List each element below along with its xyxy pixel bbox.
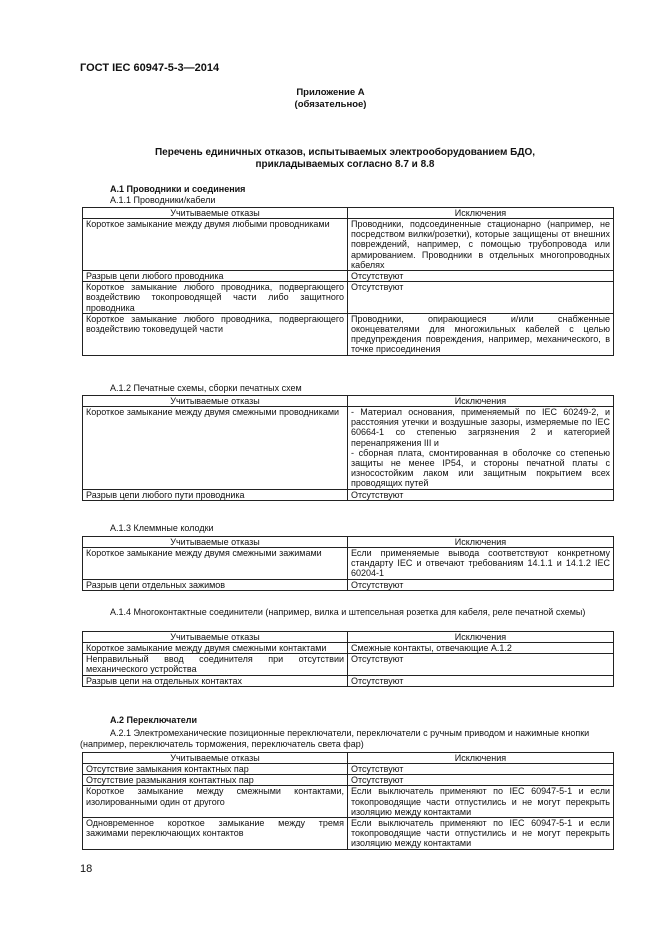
column-header-exclusions: Исключения [348,537,614,548]
table-row [83,489,614,500]
exclusion-cell: Отсутствуют [348,775,614,786]
exclusion-cell: Отсутствуют [348,579,614,590]
appendix-heading [0,87,661,111]
table-row [83,818,614,850]
fault-cell: Короткое замыкание между двумя любыми проводниками [83,219,348,271]
fault-cell: Неправильный ввод соединителя при отсутствии механического устройства [83,654,348,675]
exclusion-cell: Отсутствуют [348,654,614,675]
table-row [83,548,614,580]
document-title-line-1: Перечень единичных отказов, испытываемых электрооборудованием БДО, [154,147,535,158]
column-header-faults: Учитываемые отказы [83,753,348,764]
exclusion-cell: Отсутствуют [348,271,614,282]
appendix-status: (обязательное) [294,99,367,110]
fault-cell: Короткое замыкание между двумя смежными зажимами [83,548,348,580]
section-a2-title: А.2 Переключатели [110,715,198,725]
table-row [83,786,614,818]
table-row [83,654,614,675]
table-a1-3 [82,536,614,591]
table-row [83,282,614,314]
table-row [83,579,614,590]
column-header-faults: Учитываемые отказы [83,632,348,643]
exclusion-cell: Проводники, опирающиеся и/или снабженные оконцевателями для многожильных кабелей с целью предупреждения повреждения, например, механического, в точке присоединения [348,313,614,355]
table-header-row [83,753,614,764]
column-header-faults: Учитываемые отказы [83,537,348,548]
page-number: 18 [80,863,93,875]
fault-cell: Разрыв цепи на отдельных контактах [83,675,348,686]
table-header-row [83,537,614,548]
exclusion-cell: Отсутствуют [348,489,614,500]
fault-cell: Разрыв цепи отдельных зажимов [83,579,348,590]
table-row [83,675,614,686]
table-row [83,643,614,654]
table-row [83,764,614,775]
table-a1-4 [82,631,614,687]
fault-cell: Отсутствие размыкания контактных пар [83,775,348,786]
document-title [110,147,580,171]
fault-cell: Короткое замыкание любого проводника, подвергающего воздействию токоведущей части [83,313,348,355]
fault-cell: Разрыв цепи любого проводника [83,271,348,282]
table-row [83,407,614,490]
subsection-a1-3-title: А.1.3 Клеммные колодки [110,523,214,533]
exclusion-cell: Если применяемые вывода соответствуют конкретному стандарту IEC и отвечают требованиям 14.1.1 и 14.1.2 IEC 60204-1 [348,548,614,580]
table-row [83,775,614,786]
table-row [83,271,614,282]
column-header-exclusions: Исключения [348,396,614,407]
table-a1-1 [82,207,614,356]
fault-cell: Короткое замыкание между двумя смежными контактами [83,643,348,654]
column-header-exclusions: Исключения [348,208,614,219]
column-header-exclusions: Исключения [348,632,614,643]
exclusion-cell: Проводники, подсоединенные стационарно (например, не посредством вилки/розетки), которые защищены от внешних повреждений, например, с помощью трубопровода или армированием. Проводники в отдельных многопроводных кабелях [348,219,614,271]
exclusion-cell: Отсутствуют [348,282,614,314]
table-header-row [83,208,614,219]
subsection-a2-1-title: А.2.1 Электромеханические позиционные переключатели, переключатели с ручным приводом и нажимные кнопки (например, переключатель торможения, переключатель света фар) [80,728,590,749]
fault-cell: Короткое замыкание любого проводника, подвергающего воздействию токопроводящей части либо защитного проводника [83,282,348,314]
section-a1-title: А.1 Проводники и соединения [110,184,246,194]
subsection-a1-2-title: А.1.2 Печатные схемы, сборки печатных схем [110,383,302,393]
column-header-exclusions: Исключения [348,753,614,764]
exclusion-cell: Если выключатель применяют по IEC 60947-5-1 и если токопроводящие части отпустились и не могут перекрыть изоляцию между контактами [348,818,614,850]
exclusion-cell: Отсутствуют [348,764,614,775]
table-a1-2 [82,395,614,501]
document-code: ГОСТ IEC 60947-5-3—2014 [80,62,220,74]
subsection-a1-1-title: А.1.1 Проводники/кабели [110,195,216,205]
appendix-title: Приложение А [296,87,365,98]
table-header-row [83,396,614,407]
fault-cell: Одновременное короткое замыкание между тремя зажимами переключающих контактов [83,818,348,850]
fault-cell: Отсутствие замыкания контактных пар [83,764,348,775]
exclusion-cell: Если выключатель применяют по IEC 60947-5-1 и если токопроводящие части отпустились и не могут перекрыть изоляцию между контактами [348,786,614,818]
document-title-line-2: прикладываемых согласно 8.7 и 8.8 [255,159,435,170]
subsection-a1-4-title: А.1.4 Многоконтактные соединители (например, вилка и штепсельная розетка для кабеля, реле печатной схемы) [110,607,586,617]
fault-cell: Короткое замыкание между двумя смежными проводниками [83,407,348,490]
table-row [83,313,614,355]
column-header-faults: Учитываемые отказы [83,208,348,219]
exclusion-cell: - Материал основания, применяемый по IEC 60249-2, и расстояния утечки и воздушные зазоры, измеряемые по IEC 60664-1 со степенью загрязнения 2 и категорией перенапряжения III и - сборная плата, смонтированная в оболочке со степенью защиты не менее IP54, и стороны печатной платы с износостойким лаком или защитным покрытием всех проводящих путей [348,407,614,490]
exclusion-cell: Отсутствуют [348,675,614,686]
fault-cell: Короткое замыкание между смежными контактами, изолированными один от другого [83,786,348,818]
table-row [83,219,614,271]
fault-cell: Разрыв цепи любого пути проводника [83,489,348,500]
table-a2-1 [82,752,614,850]
exclusion-cell: Смежные контакты, отвечающие А.1.2 [348,643,614,654]
table-header-row [83,632,614,643]
column-header-faults: Учитываемые отказы [83,396,348,407]
